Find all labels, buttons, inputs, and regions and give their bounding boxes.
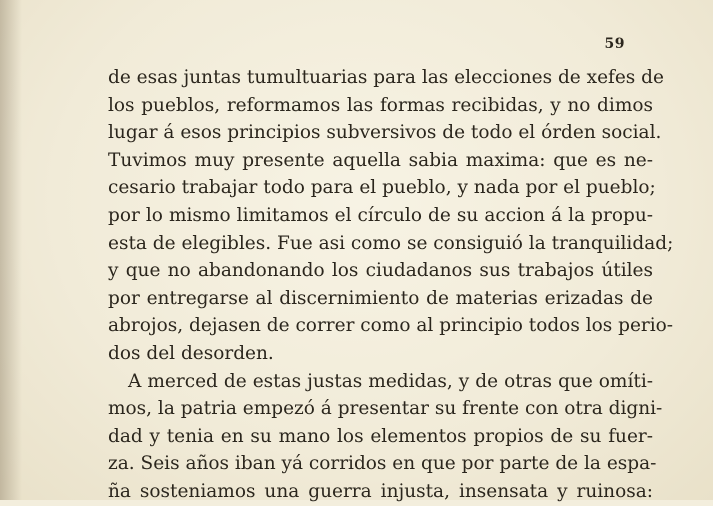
paragraph-last-line: dos del desorden.: [108, 342, 274, 364]
text-line: mos, la patria empezó á presentar su frente con otra digni-: [108, 398, 663, 420]
text-line: abrojos, dejasen de correr como al principio todos los perio-: [108, 315, 674, 337]
text-line: Tuvimos muy presente aquella sabia maxima: que es ne-: [108, 149, 653, 171]
text-line: esta de elegibles. Fue asi como se consiguió la tranquilidad;: [108, 232, 674, 254]
text-line: por lo mismo limitamos el círculo de su accion á la propu-: [108, 204, 653, 226]
text-line: cesario trabajar todo para el pueblo, y nada por el pueblo;: [108, 177, 656, 199]
text-line: ña sosteniamos una guerra injusta, insensata y ruinosa:: [108, 480, 653, 502]
text-line: y que no abandonando los ciudadanos sus trabajos útiles: [108, 260, 653, 282]
text-line: los pueblos, reformamos las formas recibidas, y no dimos: [108, 94, 653, 116]
page-gutter-shadow: [0, 0, 22, 500]
text-line: de esas juntas tumultuarias para las elecciones de xefes de: [108, 67, 664, 88]
text-line: za. Seis años iban yá corridos en que por parte de la espa-: [108, 453, 657, 475]
text-line: por entregarse al discernimiento de materias erizadas de: [108, 287, 653, 309]
body-text: [108, 64, 674, 506]
text-line: dad y tenia en su mano los elementos propios de su fuer-: [108, 425, 653, 447]
page-number: 59: [604, 36, 625, 52]
paragraph-first-line: A merced de estas justas medidas, y de otras que omíti-: [128, 370, 653, 392]
text-line: lugar á esos principios subversivos de todo el órden social.: [108, 122, 662, 144]
